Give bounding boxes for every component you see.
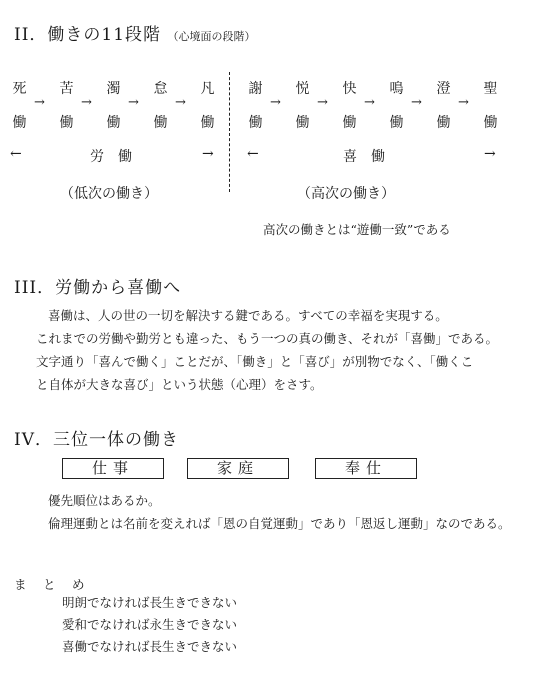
higher-note: 高次の働きとは“遊働一致”である <box>263 222 451 237</box>
section-3-line-0: 喜働は、人の世の一切を解決する鍵である。すべての幸福を実現する。 <box>48 308 448 323</box>
higher-bottom-0: 働 <box>248 115 263 131</box>
higher-top-5: 聖 <box>483 81 498 97</box>
section-3-line-2: 文字通り「喜んで働く」ことだが、「働き」と「喜び」が別物でなく、「働くこ <box>36 354 474 369</box>
lower-top-3: 怠 <box>153 81 168 97</box>
lower-bottom-0: 働 <box>12 115 27 131</box>
higher-bottom-4: 働 <box>436 115 451 131</box>
lower-arrow-2: → <box>128 95 139 110</box>
lower-caption: （低次の働き） <box>60 186 158 202</box>
higher-range-left-arrow: ← <box>247 146 259 162</box>
higher-range-right-arrow: → <box>484 146 496 162</box>
higher-arrow-4: → <box>458 95 469 110</box>
higher-bottom-5: 働 <box>483 115 498 131</box>
higher-top-0: 謝 <box>248 81 263 97</box>
section-2-title: II．働きの11段階 <box>14 25 162 45</box>
stage-divider <box>229 72 230 192</box>
section-2-heading <box>14 20 255 45</box>
summary-line-0: 明朗でなければ長生きできない <box>62 595 238 610</box>
higher-bottom-1: 働 <box>295 115 310 131</box>
lower-arrow-0: → <box>34 95 45 110</box>
lower-chain <box>4 78 224 138</box>
lower-top-2: 濁 <box>106 81 121 97</box>
section-4-line-0: 優先順位はあるか。 <box>48 493 161 508</box>
higher-arrow-2: → <box>364 95 375 110</box>
box-home: 家庭 <box>187 458 289 479</box>
higher-top-4: 澄 <box>436 81 451 97</box>
higher-top-3: 鳴 <box>389 81 404 97</box>
lower-bottom-4: 働 <box>200 115 215 131</box>
lower-range-left-arrow: ← <box>10 146 22 162</box>
box-work: 仕事 <box>62 458 164 479</box>
higher-arrow-0: → <box>270 95 281 110</box>
section-4-line-1: 倫理運動とは名前を変えれば「恩の自覚運動」であり「恩返し運動」なのである。 <box>48 516 511 531</box>
section-3-line-1: これまでの労働や勤労とも違った、もう一つの真の働き、それが「喜働」である。 <box>36 331 499 346</box>
section-3-body <box>36 304 498 396</box>
higher-top-2: 快 <box>342 81 357 97</box>
lower-range-label: 労 働 <box>90 149 132 165</box>
section-4-title: IV．三位一体の働き <box>14 430 179 450</box>
higher-bottom-2: 働 <box>342 115 357 131</box>
lower-arrow-3: → <box>175 95 186 110</box>
section-2-subtitle: （心境面の段階） <box>167 30 256 43</box>
summary-title: ま と め <box>14 577 87 592</box>
higher-range-label: 喜 働 <box>343 149 385 165</box>
lower-bottom-2: 働 <box>106 115 121 131</box>
summary-line-1: 愛和でなければ永生きできない <box>62 617 238 632</box>
higher-arrow-3: → <box>411 95 422 110</box>
lower-range-right-arrow: → <box>202 146 214 162</box>
higher-top-1: 悦 <box>295 81 310 97</box>
summary-line-2: 喜働でなければ長生きできない <box>62 639 238 654</box>
section-3-title: III．労働から喜働へ <box>14 278 182 298</box>
higher-bottom-3: 働 <box>389 115 404 131</box>
lower-top-4: 凡 <box>200 81 215 97</box>
higher-caption: （高次の働き） <box>297 186 395 202</box>
higher-arrow-1: → <box>317 95 328 110</box>
lower-arrow-1: → <box>81 95 92 110</box>
lower-top-0: 死 <box>12 81 27 97</box>
summary-body <box>62 592 237 658</box>
section-3-line-3: と自体が大きな喜び」という状態（心理）をさす。 <box>36 377 323 392</box>
lower-bottom-3: 働 <box>153 115 168 131</box>
lower-bottom-1: 働 <box>59 115 74 131</box>
lower-top-1: 苦 <box>59 81 74 97</box>
section-4-body <box>48 489 511 535</box>
higher-chain <box>240 78 530 138</box>
box-service: 奉仕 <box>315 458 417 479</box>
